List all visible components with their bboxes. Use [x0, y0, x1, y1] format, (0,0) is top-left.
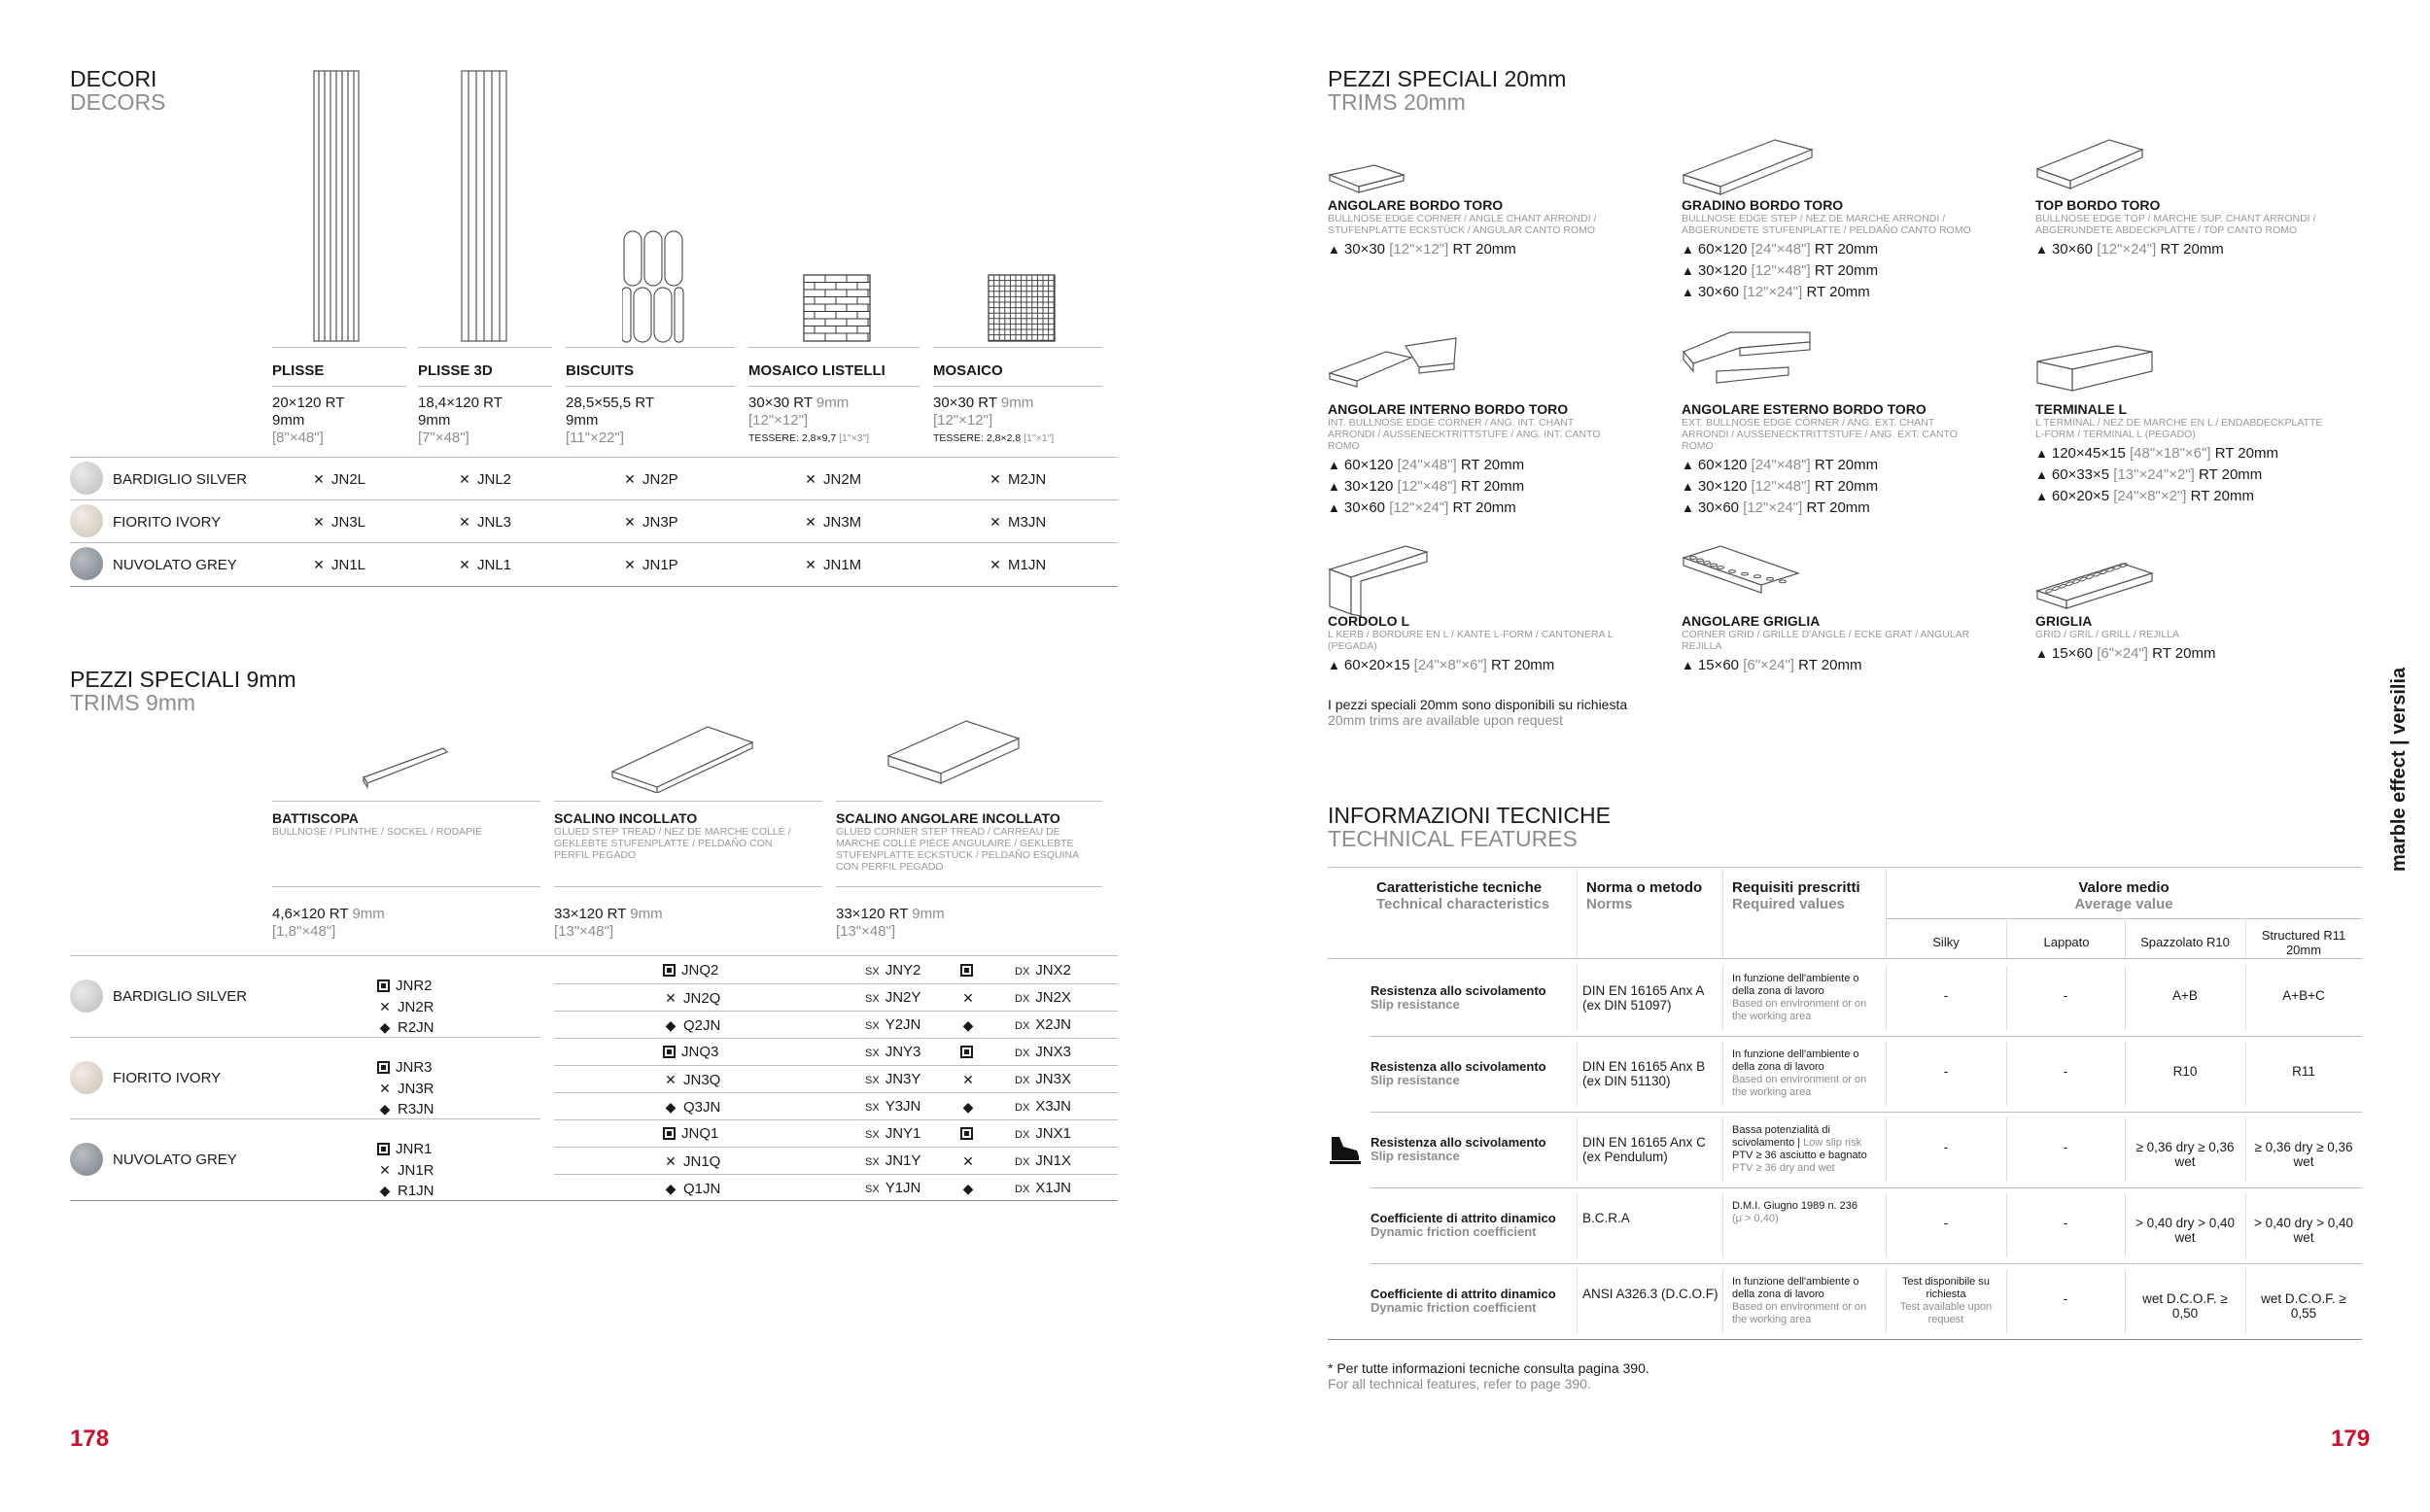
swatch-fiorito-ivory-trims — [70, 1061, 103, 1094]
triangle-icon: ▲ — [1682, 263, 1694, 278]
trim9-scalino-angolare-size: 33×120 RT 9mm [13"×48"] — [836, 906, 945, 940]
terminale-l-image — [2035, 342, 2156, 396]
scalino-code: ◆ Q2JN — [663, 1016, 720, 1035]
battiscopa-code: ◆ R2JN — [377, 1018, 434, 1037]
triangle-icon: ▲ — [2035, 489, 2048, 503]
triangle-icon: ▲ — [1328, 242, 1340, 257]
decor-size-biscuits: 28,5×55,5 RT 9mm [11"×22"] — [566, 395, 655, 446]
angolare-griglia-image — [1682, 544, 1802, 608]
sx-symbol — [960, 962, 979, 979]
cross-icon: ✕ — [313, 557, 325, 572]
sx-symbol — [960, 1125, 979, 1143]
tech-row-name: Resistenza allo scivolamento Slip resistance — [1371, 1059, 1546, 1087]
cross-icon: ✕ — [624, 557, 636, 572]
decor-name-plisse-3d: PLISSE 3D — [418, 362, 493, 379]
tech-subtitle: TECHNICAL FEATURES — [1328, 826, 1578, 851]
triangle-icon: ▲ — [1328, 479, 1340, 494]
decor-code: ✕ JN1P — [622, 556, 678, 574]
trim-size-line: ▲ 120×45×15 [48"×18"×6"] RT 20mm — [2035, 445, 2278, 462]
decor-size-plisse: 20×120 RT 9mm [8"×48"] — [272, 395, 345, 446]
cross-icon: ✕ — [459, 471, 470, 487]
angolare-bordo-toro-image — [1328, 163, 1406, 198]
mosaico-image — [988, 274, 1056, 342]
scalino-incollato-image — [610, 715, 756, 793]
decor-size-mosaico-listelli: 30×30 RT 9mm [12"×12"] TESSERE: 2,8×9,7 [1"×3"] — [748, 395, 870, 444]
scalino-code: JNQ1 — [663, 1125, 718, 1143]
mosaico-listelli-image — [803, 274, 871, 342]
tech-row-value: - — [2063, 988, 2068, 1003]
dx-code: DX X3JN — [1015, 1098, 1071, 1115]
trim20-name: GRIGLIA — [2035, 613, 2093, 629]
angolare-interno-bordo-toro-image — [1328, 334, 1464, 398]
trim-size-line: ▲ 30×60 [12"×24"] RT 20mm — [1682, 499, 1870, 516]
trim9-battiscopa-size: 4,6×120 RT 9mm [1,8"×48"] — [272, 906, 385, 940]
angolare-esterno-bordo-toro-image — [1682, 328, 1818, 398]
tech-row-norm: ANSI A326.3 (D.C.O.F) — [1582, 1287, 1718, 1301]
side-label: marble effect | versilia — [2388, 667, 2410, 872]
battiscopa-code: ✕ JN1R — [377, 1161, 434, 1180]
trim20-sub: EXT. BULLNOSE EDGE CORNER / ANG. EXT. CHANT ARRONDI / AUSSENECKTRITTSTUFE / ANG. EXT. CANTO ROMO — [1682, 417, 1958, 452]
tech-head-c4: Valore medio Average value — [2074, 879, 2173, 912]
tech-row-value: A+B+C — [2282, 988, 2325, 1003]
sx-code: SX Y1JN — [865, 1180, 921, 1196]
page-number-right: 179 — [2331, 1426, 2371, 1452]
dx-code: DX JNX2 — [1015, 962, 1071, 979]
battiscopa-code: ◆ R3JN — [377, 1100, 434, 1118]
dx-code: DX X1JN — [1015, 1180, 1071, 1196]
scalino-angolare-image — [886, 713, 1023, 795]
color-label-nuvolato-grey: NUVOLATO GREY — [113, 557, 237, 573]
decor-code: ✕ JN2M — [803, 470, 861, 489]
cross-icon: ✕ — [962, 1153, 974, 1169]
tech-row-value: - — [1943, 988, 1949, 1003]
diamond-icon: ◆ — [379, 1019, 391, 1035]
sx-symbol — [960, 1152, 981, 1171]
decor-size-mosaico: 30×30 RT 9mm [12"×12"] TESSERE: 2,8×2,8 [1"×1"] — [933, 395, 1055, 444]
tech-subhead: Silky — [1932, 935, 1960, 949]
footnote-en: For all technical features, refer to page 390. — [1328, 1376, 1591, 1392]
tech-head-c1: Caratteristiche tecniche Technical characteristics — [1376, 879, 1550, 912]
triangle-icon: ▲ — [1682, 285, 1694, 299]
tech-subhead: Lappato — [2043, 935, 2090, 949]
trim20-name: ANGOLARE INTERNO BORDO TORO — [1328, 401, 1569, 417]
trim20-name: TERMINALE L — [2035, 401, 2128, 417]
cross-icon: ✕ — [805, 471, 816, 487]
scalino-code: ✕ JN3Q — [663, 1071, 720, 1089]
sx-code: SX Y2JN — [865, 1016, 921, 1033]
square-icon — [663, 1046, 676, 1058]
tech-row-name: Coefficiente di attrito dinamico Dynamic friction coefficient — [1371, 1211, 1556, 1239]
tech-row-value: > 0,40 dry > 0,40 wet — [2253, 1216, 2354, 1245]
trim20-item — [1328, 613, 1639, 676]
tech-row-value: - — [2063, 1216, 2068, 1230]
tech-row-value: - — [2063, 1064, 2068, 1079]
sx-symbol — [960, 1016, 981, 1035]
shoe-icon — [1328, 1133, 1361, 1164]
decor-name-mosaico-listelli: MOSAICO LISTELLI — [748, 362, 885, 379]
cross-icon: ✕ — [624, 471, 636, 487]
tech-row-norm: DIN EN 16165 Anx B (ex DIN 51130) — [1582, 1059, 1706, 1088]
trim20-sub: INT. BULLNOSE EDGE CORNER / ANG. INT. CHANT ARRONDI / AUSSENECKTRITTSTUFE / ANG. INT. CANTO ROMO — [1328, 417, 1601, 452]
tech-row-value: - — [2063, 1291, 2068, 1306]
decor-code: ✕ JN1L — [311, 556, 365, 574]
decor-code: ✕ JN3M — [803, 513, 861, 532]
color-label-bardiglio-silver: BARDIGLIO SILVER — [113, 471, 248, 488]
sx-code: SX JNY1 — [865, 1125, 921, 1142]
decori-title: DECORI — [70, 66, 157, 91]
battiscopa-code: ✕ JN2R — [377, 998, 434, 1016]
trim-size-line: ▲ 60×20×5 [24"×8"×2"] RT 20mm — [2035, 488, 2254, 504]
sx-code: SX JNY2 — [865, 962, 921, 979]
tech-row-value: - — [2063, 1140, 2068, 1154]
gradino-bordo-toro-image — [1682, 136, 1814, 198]
tech-subhead: Spazzolato R10 — [2140, 935, 2230, 949]
diamond-icon: ◆ — [665, 1099, 677, 1115]
swatch-fiorito-ivory — [70, 504, 103, 537]
trim20-name: GRADINO BORDO TORO — [1682, 197, 1844, 213]
trim-size-line: ▲ 15×60 [6"×24"] RT 20mm — [2035, 645, 2216, 662]
trim-size-line: ▲ 60×20×15 [24"×8"×6"] RT 20mm — [1328, 657, 1555, 673]
page-number-left: 178 — [70, 1426, 110, 1452]
tech-head-c2: Norma o metodo Norms — [1586, 879, 1703, 912]
diamond-icon: ◆ — [379, 1183, 391, 1198]
trim-size-line: ▲ 30×120 [12"×48"] RT 20mm — [1682, 478, 1879, 495]
trim20-item — [1682, 197, 1993, 303]
scalino-code: ✕ JN2Q — [663, 989, 720, 1008]
tech-row-name: Resistenza allo scivolamento Slip resistance — [1371, 983, 1546, 1012]
decori-subtitle: DECORS — [70, 89, 166, 115]
trims20-note: I pezzi speciali 20mm sono disponibili su richiesta — [1328, 697, 1628, 712]
trim20-name: CORDOLO L — [1328, 613, 1409, 629]
battiscopa-image — [362, 739, 449, 789]
tech-title: INFORMAZIONI TECNICHE — [1328, 803, 1611, 828]
triangle-icon: ▲ — [1682, 479, 1694, 494]
trim-size-line: ▲ 60×33×5 [13"×24"×2"] RT 20mm — [2035, 466, 2263, 483]
tech-row-req: In funzione dell'ambiente o della zona di lavoro Based on environment or on the working area — [1732, 1048, 1867, 1098]
trim20-name: ANGOLARE BORDO TORO — [1328, 197, 1504, 213]
scalino-code: JNQ2 — [663, 962, 718, 979]
sx-code: SX JN1Y — [865, 1152, 921, 1169]
trim20-item — [1328, 401, 1639, 519]
tech-row-value: Test disponibile su richiesta Test available upon request — [1899, 1276, 1993, 1325]
trim9-scalino-angolare-head: SCALINO ANGOLARE INCOLLATO GLUED CORNER STEP TREAD / CARREAU DE MARCHE COLLÉ PIÈCE ANGULAIRE / GEKLEBTE STUFENPLATTE ECKSTÜCK / PELDAÑO ESQUINA CON PERFIL PEGADO — [836, 810, 1079, 873]
swatch-bardiglio-silver-trims — [70, 979, 103, 1013]
tech-row-name: Resistenza allo scivolamento Slip resistance — [1371, 1135, 1546, 1163]
trim20-name: ANGOLARE GRIGLIA — [1682, 613, 1821, 629]
triangle-icon: ▲ — [1682, 658, 1694, 672]
dx-code: DX JN2X — [1015, 989, 1071, 1006]
sx-code: SX JNY3 — [865, 1044, 921, 1060]
cross-icon: ✕ — [989, 471, 1001, 487]
plisse-image — [313, 70, 360, 342]
scalino-code: ✕ JN1Q — [663, 1152, 720, 1171]
tech-row-req: In funzione dell'ambiente o della zona di lavoro Based on environment or on the working area — [1732, 1276, 1867, 1325]
decor-code: ✕ JN1M — [803, 556, 861, 574]
cross-icon: ✕ — [379, 999, 391, 1014]
cross-icon: ✕ — [313, 514, 325, 530]
decor-code: ✕ JNL3 — [457, 513, 511, 532]
sx-symbol — [960, 1098, 981, 1117]
plisse-3d-image — [461, 70, 507, 342]
triangle-icon: ▲ — [1328, 458, 1340, 472]
cross-icon: ✕ — [379, 1081, 391, 1096]
cross-icon: ✕ — [665, 990, 677, 1006]
trim20-sub: GRID / GRIL / GRILL / REJILLA — [2035, 629, 2180, 640]
trim-size-line: ▲ 60×120 [24"×48"] RT 20mm — [1682, 241, 1879, 258]
trim20-sub: L KERB / BORDURE EN L / KANTE L-FORM / CANTONERA L (PEGADA) — [1328, 629, 1614, 652]
dx-code: DX JNX1 — [1015, 1125, 1071, 1142]
sx-symbol — [960, 1071, 981, 1089]
square-icon — [960, 964, 973, 977]
trim9-scalino-head: SCALINO INCOLLATO GLUED STEP TREAD / NEZ DE MARCHE COLLÉ / GEKLEBTE STUFENPLATTE / PELDAÑO CON PERFIL PEGADO — [554, 810, 791, 861]
biscuits-image — [622, 229, 684, 344]
square-icon — [663, 964, 676, 977]
trim-size-line: ▲ 30×60 [12"×24"] RT 20mm — [2035, 241, 2224, 258]
tech-row-value: - — [1943, 1216, 1949, 1230]
trim-color-label-fiorito-ivory: FIORITO IVORY — [113, 1070, 222, 1086]
cross-icon: ✕ — [962, 990, 974, 1006]
sx-code: SX Y3JN — [865, 1098, 921, 1115]
trim-size-line: ▲ 30×30 [12"×12"] RT 20mm — [1328, 241, 1516, 258]
swatch-bardiglio-silver — [70, 462, 103, 495]
triangle-icon: ▲ — [1328, 500, 1340, 515]
trim20-item — [1328, 197, 1639, 260]
decor-code: ✕ M2JN — [988, 470, 1046, 489]
tech-row-value: wet D.C.O.F. ≥ 0,50 — [2142, 1291, 2228, 1321]
tech-row-norm: DIN EN 16165 Anx A (ex DIN 51097) — [1582, 983, 1704, 1013]
trim9-battiscopa-head: BATTISCOPA BULLNOSE / PLINTHE / SOCKEL / RODAPIÉ — [272, 810, 483, 838]
diamond-icon: ◆ — [962, 1099, 974, 1115]
cross-icon: ✕ — [805, 557, 816, 572]
sx-symbol — [960, 1180, 981, 1198]
dx-code: DX JNX3 — [1015, 1044, 1071, 1060]
cross-icon: ✕ — [313, 471, 325, 487]
trims20-subtitle: TRIMS 20mm — [1328, 89, 1466, 115]
tech-row-value: ≥ 0,36 dry ≥ 0,36 wet — [2135, 1140, 2235, 1169]
trim20-item — [2035, 613, 2346, 665]
decor-code: ✕ M1JN — [988, 556, 1046, 574]
dx-code: DX X2JN — [1015, 1016, 1071, 1033]
trim20-sub: BULLNOSE EDGE STEP / NEZ DE MARCHE ARRONDI / ABGERUNDETE STUFENPLATTE / PELDAÑO CANTO ROMO — [1682, 213, 1971, 236]
tech-row-value: > 0,40 dry > 0,40 wet — [2135, 1216, 2236, 1245]
decor-code: ✕ JN2L — [311, 470, 365, 489]
trim-size-line: ▲ 60×120 [24"×48"] RT 20mm — [1682, 457, 1879, 473]
cross-icon: ✕ — [989, 514, 1001, 530]
swatch-nuvolato-grey — [70, 547, 103, 580]
tech-row-req: D.M.I. Giugno 1989 n. 236 (μ > 0,40) — [1732, 1200, 1858, 1224]
decor-code: ✕ JN3P — [622, 513, 678, 532]
tech-row-value: A+B — [2172, 988, 2198, 1003]
cross-icon: ✕ — [962, 1072, 974, 1087]
tech-row-value: wet D.C.O.F. ≥ 0,55 — [2261, 1291, 2346, 1321]
scalino-code: ◆ Q3JN — [663, 1098, 720, 1117]
trim-size-line: ▲ 30×120 [12"×48"] RT 20mm — [1328, 478, 1525, 495]
cross-icon: ✕ — [665, 1072, 677, 1087]
trim20-sub: CORNER GRID / GRILLE D'ANGLE / ECKE GRAT / ANGULAR REJILLA — [1682, 629, 1970, 652]
triangle-icon: ▲ — [2035, 242, 2048, 257]
sx-code: SX JN2Y — [865, 989, 921, 1006]
diamond-icon: ◆ — [665, 1181, 677, 1196]
tech-subhead: Structured R11 20mm — [2261, 928, 2346, 957]
footnote: * Per tutte informazioni tecniche consulta pagina 390. — [1328, 1360, 1649, 1376]
sx-symbol — [960, 1044, 979, 1061]
trim-color-label-bardiglio-silver: BARDIGLIO SILVER — [113, 988, 248, 1005]
square-icon — [377, 979, 390, 992]
sx-code: SX JN3Y — [865, 1071, 921, 1087]
color-label-fiorito-ivory: FIORITO IVORY — [113, 514, 222, 531]
diamond-icon: ◆ — [962, 1181, 974, 1196]
battiscopa-code: ✕ JN3R — [377, 1080, 434, 1098]
cross-icon: ✕ — [624, 514, 636, 530]
dx-code: DX JN1X — [1015, 1152, 1071, 1169]
trim9-scalino-size: 33×120 RT 9mm [13"×48"] — [554, 906, 663, 940]
trim20-name: TOP BORDO TORO — [2035, 197, 2161, 213]
cross-icon: ✕ — [459, 514, 470, 530]
trim20-sub: BULLNOSE EDGE CORNER / ANGLE CHANT ARRONDI / STUFENPLATTE ECKSTÜCK / ANGULAR CANTO ROMO — [1328, 213, 1597, 236]
cross-icon: ✕ — [805, 514, 816, 530]
tech-row-value: R11 — [2292, 1064, 2315, 1079]
tech-row-req: Bassa potenzialità di scivolamento | Low slip risk PTV ≥ 36 asciutto e bagnato PTV ≥ 36 dry and wet — [1732, 1124, 1867, 1174]
triangle-icon: ▲ — [1682, 500, 1694, 515]
decor-code: ✕ JN3L — [311, 513, 365, 532]
battiscopa-code: JNR2 — [377, 978, 433, 995]
trim20-name: ANGOLARE ESTERNO BORDO TORO — [1682, 401, 1927, 417]
trim20-item — [1682, 401, 1993, 519]
decor-size-plisse-3d: 18,4×120 RT 9mm [7"×48"] — [418, 395, 503, 446]
trims20-title: PEZZI SPECIALI 20mm — [1328, 66, 1567, 91]
square-icon — [377, 1143, 390, 1155]
cross-icon: ✕ — [665, 1153, 677, 1169]
decor-name-mosaico: MOSAICO — [933, 362, 1003, 379]
trim-size-line: ▲ 30×120 [12"×48"] RT 20mm — [1682, 262, 1879, 279]
decor-code: ✕ JN2P — [622, 470, 678, 489]
griglia-image — [2035, 562, 2156, 612]
decor-code: ✕ JNL1 — [457, 556, 511, 574]
trim-size-line: ▲ 30×60 [12"×24"] RT 20mm — [1682, 284, 1870, 300]
trims9-subtitle: TRIMS 9mm — [70, 690, 196, 715]
decor-code: ✕ M3JN — [988, 513, 1046, 532]
trim-size-line: ▲ 60×120 [24"×48"] RT 20mm — [1328, 457, 1525, 473]
trim-size-line: ▲ 15×60 [6"×24"] RT 20mm — [1682, 657, 1862, 673]
triangle-icon: ▲ — [1682, 242, 1694, 257]
tech-row-value: R10 — [2172, 1064, 2198, 1079]
tech-row-value: - — [1943, 1064, 1949, 1079]
trim-size-line: ▲ 30×60 [12"×24"] RT 20mm — [1328, 499, 1516, 516]
triangle-icon: ▲ — [2035, 446, 2048, 461]
square-icon — [663, 1127, 676, 1140]
square-icon — [377, 1061, 390, 1074]
trim20-sub: BULLNOSE EDGE TOP / MARCHE SUP. CHANT ARRONDI / ABGERUNDETE ABDECKPLATTE / TOP CANTO ROMO — [2035, 213, 2316, 236]
diamond-icon: ◆ — [962, 1017, 974, 1033]
diamond-icon: ◆ — [379, 1101, 391, 1117]
tech-row-name: Coefficiente di attrito dinamico Dynamic friction coefficient — [1371, 1287, 1556, 1315]
scalino-code: ◆ Q1JN — [663, 1180, 720, 1198]
decor-code: ✕ JNL2 — [457, 470, 511, 489]
trim20-sub: L TERMINAL / NEZ DE MARCHE EN L / ENDABDECKPLATTE L-FORM / TERMINAL L (PEGADO) — [2035, 417, 2323, 440]
tech-row-norm: B.C.R.A — [1582, 1211, 1630, 1225]
tech-row-value: - — [1943, 1140, 1949, 1154]
tech-row-norm: DIN EN 16165 Anx C (ex Pendulum) — [1582, 1135, 1706, 1164]
decor-name-plisse: PLISSE — [272, 362, 325, 379]
cross-icon: ✕ — [459, 557, 470, 572]
triangle-icon: ▲ — [1328, 658, 1340, 672]
battiscopa-code: JNR3 — [377, 1059, 433, 1077]
cordolo-l-image — [1328, 542, 1431, 618]
triangle-icon: ▲ — [2035, 467, 2048, 482]
trim20-item — [2035, 401, 2346, 507]
dx-code: DX JN3X — [1015, 1071, 1071, 1087]
cross-icon: ✕ — [989, 557, 1001, 572]
sx-symbol — [960, 989, 981, 1008]
scalino-code: JNQ3 — [663, 1044, 718, 1061]
trims20-note-en: 20mm trims are available upon request — [1328, 712, 1564, 728]
diamond-icon: ◆ — [665, 1017, 677, 1033]
top-bordo-toro-image — [2035, 136, 2144, 192]
cross-icon: ✕ — [379, 1162, 391, 1178]
trim20-item — [2035, 197, 2346, 260]
trims9-title: PEZZI SPECIALI 9mm — [70, 667, 296, 692]
battiscopa-code: JNR1 — [377, 1141, 433, 1158]
tech-row-req: In funzione dell'ambiente o della zona di lavoro Based on environment or on the working area — [1732, 973, 1867, 1022]
tech-row-value: ≥ 0,36 dry ≥ 0,36 wet — [2254, 1140, 2353, 1169]
trim20-item — [1682, 613, 1993, 676]
square-icon — [960, 1127, 973, 1140]
battiscopa-code: ◆ R1JN — [377, 1182, 434, 1200]
triangle-icon: ▲ — [1682, 458, 1694, 472]
square-icon — [960, 1046, 973, 1058]
triangle-icon: ▲ — [2035, 646, 2048, 661]
swatch-nuvolato-grey-trims — [70, 1143, 103, 1176]
decor-name-biscuits: BISCUITS — [566, 362, 635, 379]
trim-color-label-nuvolato-grey: NUVOLATO GREY — [113, 1151, 237, 1168]
tech-head-c3: Requisiti prescritti Required values — [1732, 879, 1860, 912]
